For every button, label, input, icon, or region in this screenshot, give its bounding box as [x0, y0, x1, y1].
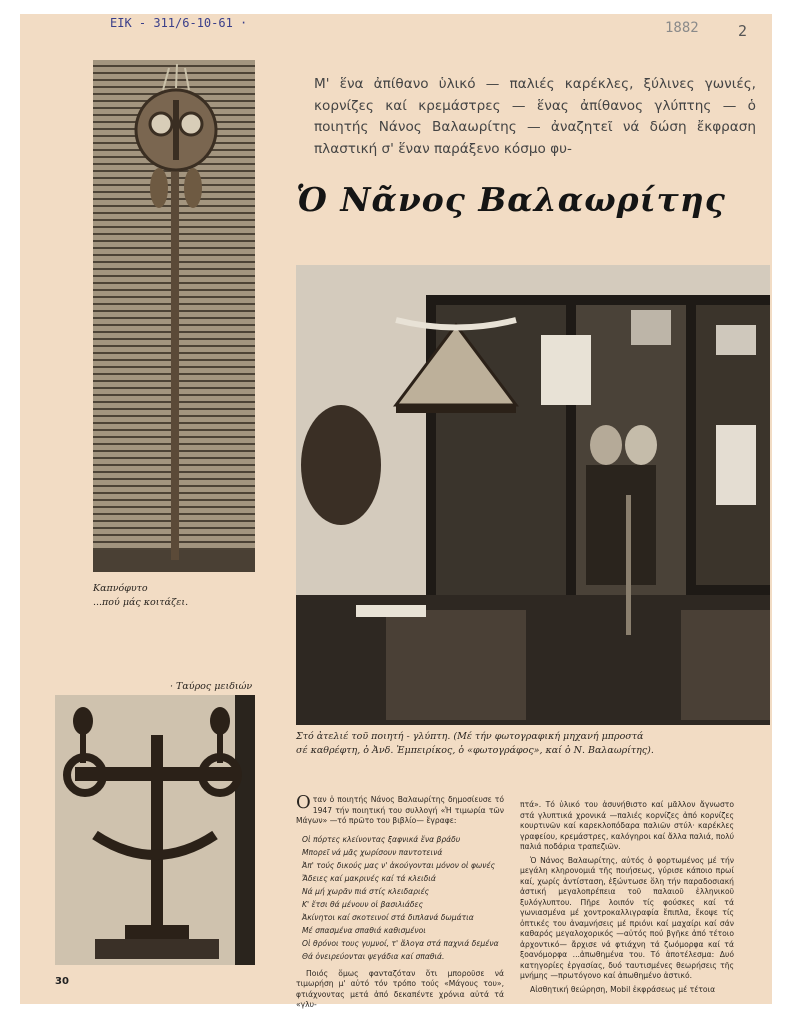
- archive-number: 1882: [665, 20, 699, 36]
- poem-line: Ἀκίνητοι καί σκοτεινοί στά διπλανά δωμάτια: [302, 912, 474, 922]
- sheet-number: 2: [738, 22, 748, 40]
- article-column-1: [296, 792, 504, 1009]
- page-number: 30: [55, 976, 69, 987]
- drop-cap: Ο: [296, 792, 311, 813]
- poem-line: Κ' ἔτσι θά μένουν οἱ βασιλιάδες: [302, 899, 424, 909]
- sculpture-bottom-caption: · Ταύρος μειδιών: [170, 681, 253, 692]
- sculpture-photo-top: [93, 60, 255, 572]
- poem-line: Μπορεῖ νά μᾶς χωρίσουν παντοτεινά: [302, 847, 443, 857]
- studio-caption: [296, 730, 654, 758]
- poem-line: Μέ σπασμένα σπαθιά καθισμένοι: [302, 925, 426, 935]
- article-opening: ταν ὁ ποιητής Νάνος Βαλαωρίτης δημοσίευσε τό 1947 τήν ποιητική του συλλογή «Ἡ τιμωρία τῶν Μάγων» —τό πρῶτο του βιβλίο— ἔγραφε:: [296, 795, 504, 825]
- candelabra-sculpture-image: [55, 695, 255, 965]
- shutter-sculpture-image: [93, 60, 255, 572]
- article-intro: Μ' ἕνα ἀπίθανο ὑλικό — παλιές καρέκλες, ξύλινες γωνιές, κορνίζες καί κρεμάστρες — ἕνας ἀπίθανος γλύπτης — ὁ ποιητής Νάνος Βαλαωρίτης — ἀναζητεῖ νά δώση ἔκφραση πλαστική σ' ἕναν παράξενο κόσμο φυ-: [314, 76, 756, 157]
- article-paragraph: πτά». Τό ὑλικό του ἀσυνήθιστο καί μᾶλλον ἄγνωστο στά γλυπτικά χρονικά —παλιές κορνίζες ἀπό κορνίζες κουρτινῶν καί καρεκλοπόδαρα παλιῶν στύλ· καρέκλες γραφείου, κρεμάστρες, καλόγηροι καί ἄλλα παλιά, πολύ παλιά ποδάρια τραπεζιῶν.: [520, 800, 734, 851]
- quoted-poem: [302, 833, 504, 963]
- article-title: Ὁ Νᾶνος Βαλαωρίτης: [296, 180, 726, 219]
- poem-line: Ἄδειες καί μακρινές καί τά κλειδιά: [302, 873, 436, 883]
- caption-line: Στό ἀτελιέ τοῦ ποιητή - γλύπτη. (Μέ τήν φωτογραφική μηχανή μπροστά: [296, 731, 644, 742]
- poem-line: Θά ὀνειρεύονται ψεγάδια καί σπαθιά.: [302, 951, 445, 961]
- archive-annotation: ΕΙΚ - 311/6-10-61 ·: [110, 16, 248, 30]
- poem-line: Οἱ πόρτες κλείνοντας ξαφνικά ἕνα βράδυ: [302, 834, 461, 844]
- article-paragraph: Αἰσθητική θεώρηση, Mobil ἐκφράσεως μέ τέτοια: [530, 984, 716, 994]
- studio-photo: [296, 265, 770, 725]
- article-paragraph: Ποιός ὅμως φανταζόταν ὅτι μποροῦσε νά τιμωρήση μ' αὐτό τόν τρόπο τούς «Μάγους του», φτιάχνοντας μετά ἀπό δεκαπέντε χρόνια αὐτά τά «γλυ-: [296, 968, 504, 1009]
- caption-line: Καπνόφυτο: [93, 583, 148, 594]
- sculpture-photo-bottom: [55, 695, 255, 965]
- poem-line: Νά μή χωρᾶν πιά στίς κλειδαριές: [302, 886, 430, 896]
- poem-line: Ἀπ' τούς δικούς μας ν' ἀκούγονται μόνον οἱ φωνές: [302, 860, 496, 870]
- studio-scene-image: [296, 265, 770, 725]
- article-paragraph: Ὁ Νάνος Βαλαωρίτης, αὐτός ὁ φορτωμένος μέ τήν μεγάλη κληρονομιά τῆς ποιήσεως, γύρισε κάποιο πρωί καί, χωρίς ἀντίσταση, ἐξώντωσε ὅλη τήν παραδοσιακή ἀστική μεγαλοπρέπεια τοῦ παλαιοῦ ἑλληνικοῦ ξυλόγλυπτου. Πῆρε λοιπόν τίς φούσκες καί τά γωνιασμένα μέ χοντροκαλλιγραφία ἔπιπλα, ἔκοψε τίς ὀπτικές του ἀναμνήσεις μέ πριόνι καί μαχαίρι καί σάν καθαρός μεγαλοχορικός —αὐτός πού βγῆκε ἀπό τέτοιο ἀρχοντικό— ἄρχισε νά φτιάχνη τά ζωόμορφα καί τά ξοανόμορφα ...ἀπωθημένα του. Τό ἀποτέλεσμα: Δυό κατηγορίες ἐργασίας, δυό ταυτισμένες θεωρήσεις τῆς μνήμης —πρωτόγονο καί ἀπωθημένο ἀστικό.: [520, 855, 734, 980]
- article-column-2: [520, 800, 734, 994]
- caption-line: σέ καθρέφτη, ὁ Ἀνδ. Ἐμπειρίκος, ὁ «φωτογράφος», καί ὁ Ν. Βαλαωρίτης).: [296, 745, 654, 756]
- caption-line: ...πού μάς κοιτάζει.: [93, 597, 189, 608]
- poem-line: Οἱ θρόνοι τους γυμνοί, τ' ἄλογα στά παχνιά δεμένα: [302, 938, 499, 948]
- sculpture-top-caption: [93, 582, 188, 610]
